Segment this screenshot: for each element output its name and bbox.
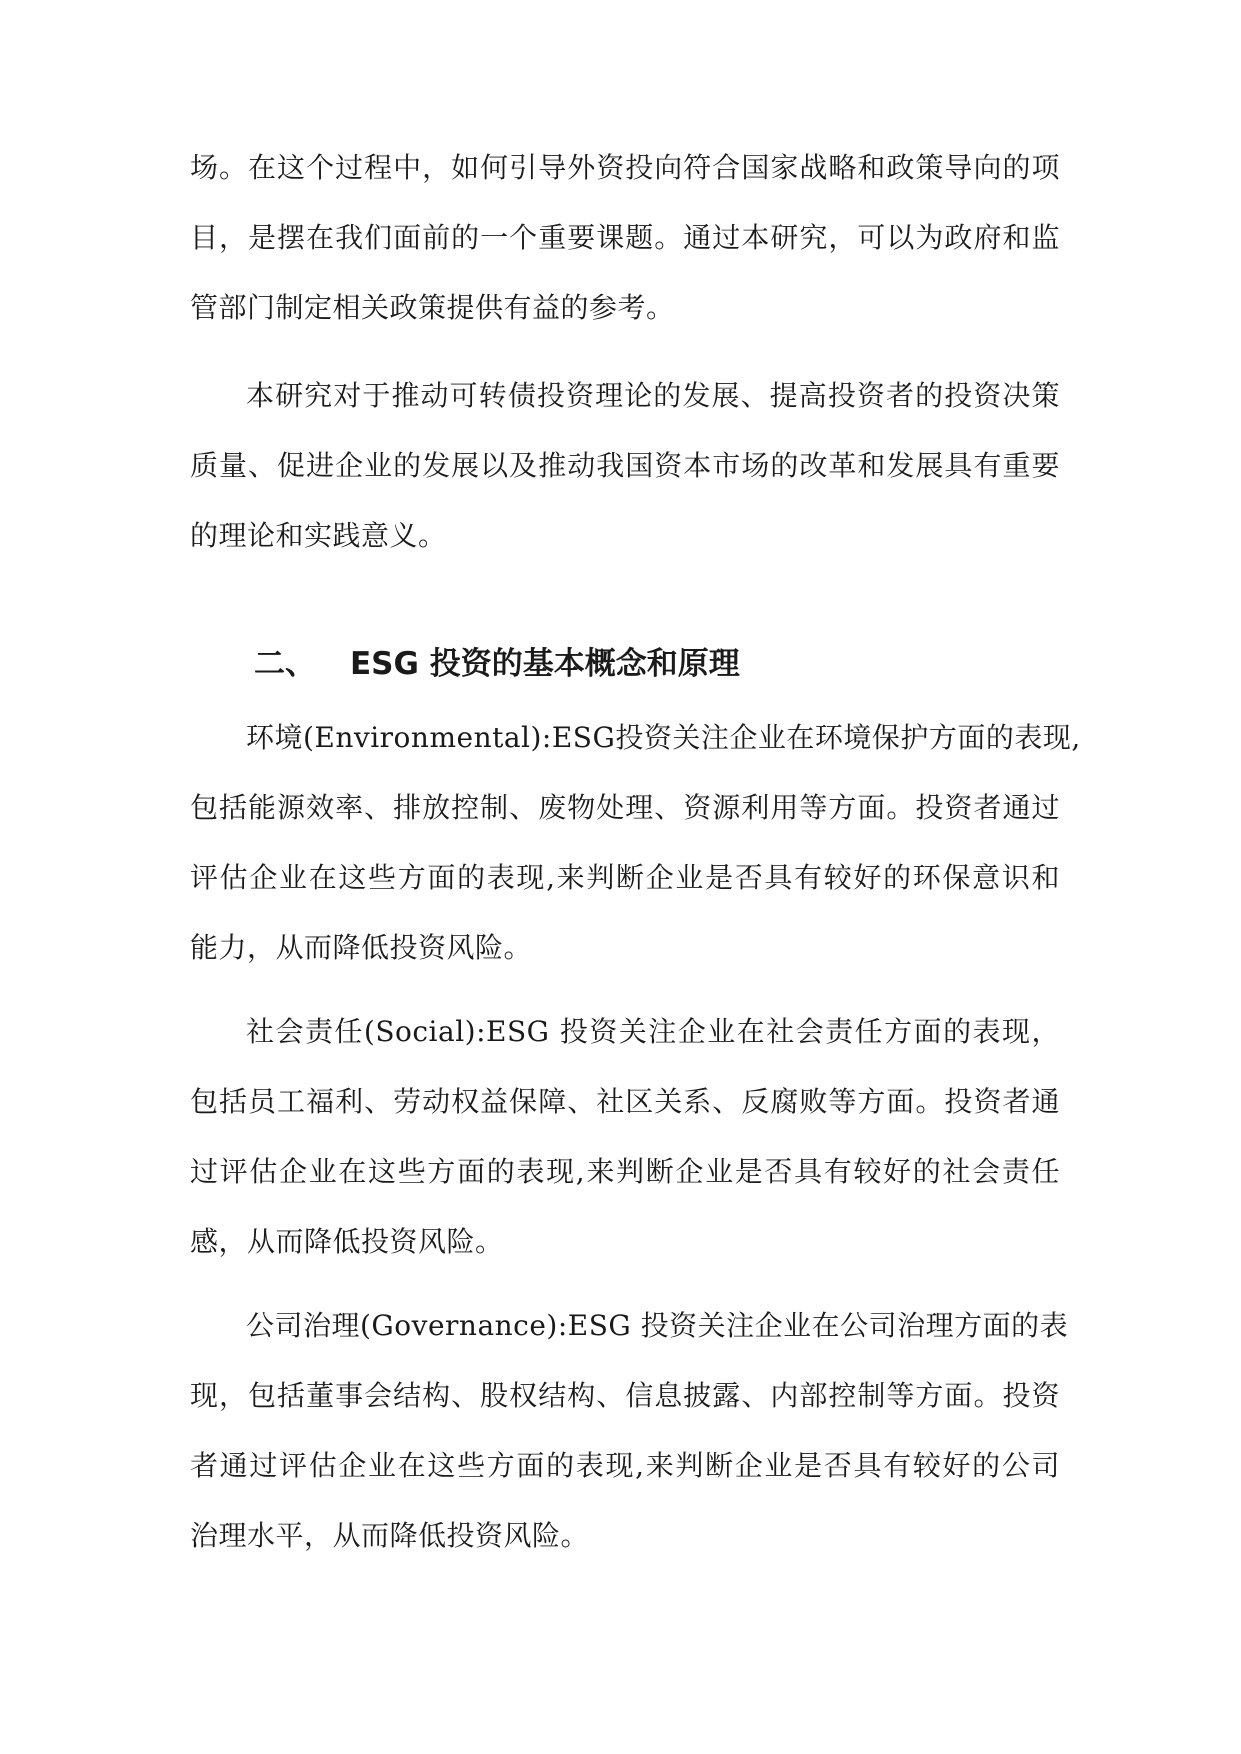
text-line: 现，包括董事会结构、股权结构、信息披露、内部控制等方面。投资 bbox=[190, 1379, 1060, 1412]
section-heading bbox=[254, 642, 740, 686]
text-line: 者通过评估企业在这些方面的表现,来判断企业是否具有较好的公司 bbox=[190, 1449, 1060, 1482]
text-line: 过评估企业在这些方面的表现,来判断企业是否具有较好的社会责任 bbox=[190, 1155, 1060, 1188]
text-line: 评估企业在这些方面的表现,来判断企业是否具有较好的环保意识和 bbox=[190, 861, 1060, 894]
text-line: 感，从而降低投资风险。 bbox=[190, 1225, 504, 1258]
text-line: 管部门制定相关政策提供有益的参考。 bbox=[190, 291, 675, 324]
section-number: 二、 bbox=[254, 646, 316, 682]
text-line: 场。在这个过程中，如何引导外资投向符合国家战略和政策导向的项 bbox=[190, 151, 1060, 184]
text-line: 社会责任(Social):ESG 投资关注企业在社会责任方面的表现， bbox=[246, 1015, 1060, 1048]
text-line: 本研究对于推动可转债投资理论的发展、提高投资者的投资决策 bbox=[246, 379, 1060, 412]
text-line: 公司治理(Governance):ESG 投资关注企业在公司治理方面的表 bbox=[246, 1309, 1069, 1342]
text-line: 能力，从而降低投资风险。 bbox=[190, 931, 533, 964]
text-line: 治理水平，从而降低投资风险。 bbox=[190, 1519, 590, 1552]
text-line: 的理论和实践意义。 bbox=[190, 519, 447, 552]
text-line: 包括能源效率、排放控制、废物处理、资源利用等方面。投资者通过 bbox=[190, 791, 1060, 824]
text-line: 环境(Environmental):ESG投资关注企业在环境保护方面的表现, bbox=[246, 721, 1081, 754]
text-line: 目，是摆在我们面前的一个重要课题。通过本研究，可以为政府和监 bbox=[190, 221, 1060, 254]
section-title: ESG 投资的基本概念和原理 bbox=[350, 646, 740, 682]
text-line: 包括员工福利、劳动权益保障、社区关系、反腐败等方面。投资者通 bbox=[190, 1085, 1060, 1118]
text-line: 质量、促进企业的发展以及推动我国资本市场的改革和发展具有重要 bbox=[190, 449, 1060, 482]
